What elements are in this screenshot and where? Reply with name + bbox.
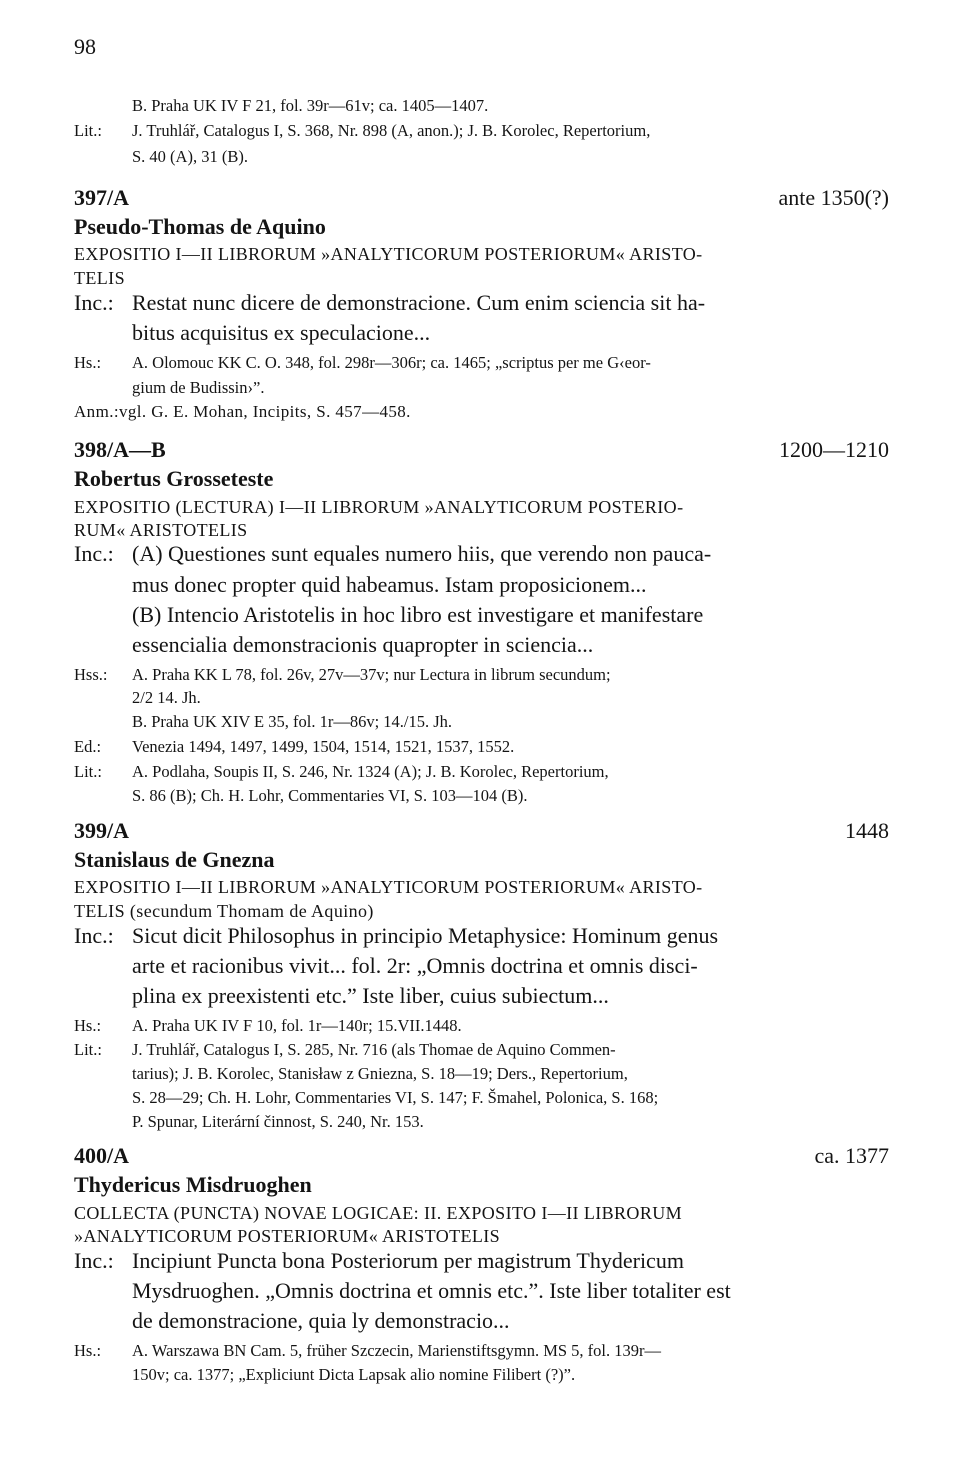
manuscript-row (74, 1016, 889, 1040)
incipit-text-cont: arte et racionibus vivit... fol. 2r: „Omnis doctrina et omnis disci- (132, 953, 698, 978)
incipit-text-cont: bitus acquisitus ex speculacione... (132, 320, 431, 345)
incipit-row (74, 290, 889, 320)
lit-text-cont: tarius); J. B. Korolec, Stanisław z Gniezna, S. 18—19; Ders., Repertorium, (132, 1064, 628, 1083)
entry-header (74, 437, 889, 467)
incipit-label: Inc.: (74, 290, 114, 315)
manuscript-text: A. Warszawa BN Cam. 5, früher Szczecin, Marienstiftsgymn. MS 5, fol. 139r— (132, 1341, 662, 1360)
incipit-row (74, 1248, 889, 1278)
incipit-row (74, 541, 889, 571)
entry-date: 1200—1210 (779, 437, 889, 462)
lit-text: A. Podlaha, Soupis II, S. 246, Nr. 1324 (A); J. B. Korolec, Repertorium, (132, 762, 609, 781)
incipit-text-cont: de demonstracione, quia ly demonstracio... (132, 1308, 510, 1333)
manuscript-text: A. Olomouc KK C. O. 348, fol. 298r—306r; ca. 1465; „scriptus per me G‹eor- (132, 353, 651, 372)
entry-header (74, 1143, 889, 1173)
lit-text-cont: P. Spunar, Literární činnost, S. 240, Nr. 153. (132, 1112, 424, 1131)
incipit-row (74, 923, 889, 953)
lit-text: J. Truhlář, Catalogus I, S. 368, Nr. 898 (A, anon.); J. B. Korolec, Repertorium, (132, 121, 651, 140)
lit-row (74, 121, 889, 145)
manuscript-label: Hs.: (74, 353, 102, 372)
page-number: 98 (74, 34, 96, 59)
lit-text-cont: S. 28—29; Ch. H. Lohr, Commentaries VI, S. 147; F. Šmahel, Polonica, S. 168; (132, 1088, 659, 1107)
manuscripts-text: A. Praha KK L 78, fol. 26v, 27v—37v; nur Lectura in librum secundum; (132, 665, 611, 684)
manuscript-label: Hs.: (74, 1016, 102, 1035)
manuscript-text-cont: 150v; ca. 1377; „Expliciunt Dicta Lapsak alio nomine Filibert (?)”. (132, 1365, 576, 1384)
work-title-cont: TELIS (74, 268, 125, 288)
entry-author: Robertus Grosseteste (74, 466, 274, 491)
entry-date: 1448 (845, 818, 889, 843)
work-title: EXPOSITIO I—II LIBRORUM »ANALYTICORUM POSTERIORUM« ARISTO- (74, 877, 703, 897)
incipit-label: Inc.: (74, 541, 114, 566)
incipit-text-cont: plina ex preexistenti etc.” Iste liber, cuius subiectum... (132, 983, 609, 1008)
lit-label: Lit.: (74, 121, 102, 140)
lit-row (74, 1040, 889, 1064)
incipit-text: Incipiunt Puncta bona Posteriorum per magistrum Thydericum (132, 1248, 684, 1273)
lit-label: Lit.: (74, 1040, 102, 1059)
edition-row (74, 737, 889, 761)
work-title-cont: TELIS (secundum Thomam de Aquino) (74, 901, 374, 921)
incipit-text: Sicut dicit Philosophus in principio Metaphysice: Hominum genus (132, 923, 719, 948)
note-line: Anm.:vgl. G. E. Mohan, Incipits, S. 457—458. (74, 402, 411, 421)
manuscript-b-line: B. Praha UK IV F 21, fol. 39r—61v; ca. 1405—1407. (132, 96, 489, 115)
work-title-cont: »ANALYTICORUM POSTERIORUM« ARISTOTELIS (74, 1226, 501, 1246)
entry-number: 400/A (74, 1143, 129, 1168)
incipit-text-cont: mus donec propter quid habeamus. Istam proposicionem... (132, 572, 647, 597)
incipit-label: Inc.: (74, 1248, 114, 1273)
manuscripts-row (74, 665, 889, 689)
manuscript-text-cont: gium de Budissin›”. (132, 378, 265, 397)
edition-label: Ed.: (74, 737, 102, 756)
entry-author: Stanislaus de Gnezna (74, 847, 275, 872)
work-title: COLLECTA (PUNCTA) NOVAE LOGICAE: II. EXPOSITO I—II LIBRORUM (74, 1203, 683, 1223)
manuscript-row (74, 1341, 889, 1365)
lit-text-cont: S. 86 (B); Ch. H. Lohr, Commentaries VI, S. 103—104 (B). (132, 786, 528, 805)
manuscript-row (74, 353, 889, 377)
incipit-text: (A) Questiones sunt equales numero hiis, que verendo non pauca- (132, 541, 712, 566)
incipit-text: Restat nunc dicere de demonstracione. Cum enim sciencia sit ha- (132, 290, 706, 315)
incipit-text-cont: (B) Intencio Aristotelis in hoc libro est investigare et manifestare (132, 602, 704, 627)
entry-date: ca. 1377 (814, 1143, 889, 1168)
incipit-text-cont: essencialia demonstracionis quapropter in sciencia... (132, 632, 594, 657)
entry-author: Pseudo-Thomas de Aquino (74, 214, 326, 239)
work-title: EXPOSITIO (LECTURA) I—II LIBRORUM »ANALYTICORUM POSTERIO- (74, 497, 684, 517)
lit-text-cont: S. 40 (A), 31 (B). (132, 147, 248, 166)
entry-header (74, 818, 889, 848)
edition-text: Venezia 1494, 1497, 1499, 1504, 1514, 1521, 1537, 1552. (132, 737, 515, 756)
manuscripts-text-cont: B. Praha UK XIV E 35, fol. 1r—86v; 14./15. Jh. (132, 712, 453, 731)
entry-number: 397/A (74, 185, 129, 210)
lit-row (74, 762, 889, 786)
entry-number: 398/A—B (74, 437, 166, 462)
incipit-label: Inc.: (74, 923, 114, 948)
manuscripts-label: Hss.: (74, 665, 108, 684)
entry-number: 399/A (74, 818, 129, 843)
manuscripts-text-cont: 2/2 14. Jh. (132, 688, 201, 707)
incipit-text-cont: Mysdruoghen. „Omnis doctrina et omnis etc.”. Iste liber totaliter est (132, 1278, 731, 1303)
entry-date: ante 1350(?) (778, 185, 889, 210)
entry-header (74, 185, 889, 215)
work-title-cont: RUM« ARISTOTELIS (74, 520, 248, 540)
lit-text: J. Truhlář, Catalogus I, S. 285, Nr. 716 (als Thomae de Aquino Commen- (132, 1040, 616, 1059)
entry-author: Thydericus Misdruoghen (74, 1172, 312, 1197)
lit-label: Lit.: (74, 762, 102, 781)
work-title: EXPOSITIO I—II LIBRORUM »ANALYTICORUM POSTERIORUM« ARISTO- (74, 244, 703, 264)
manuscript-label: Hs.: (74, 1341, 102, 1360)
manuscript-text: A. Praha UK IV F 10, fol. 1r—140r; 15.VII.1448. (132, 1016, 462, 1035)
